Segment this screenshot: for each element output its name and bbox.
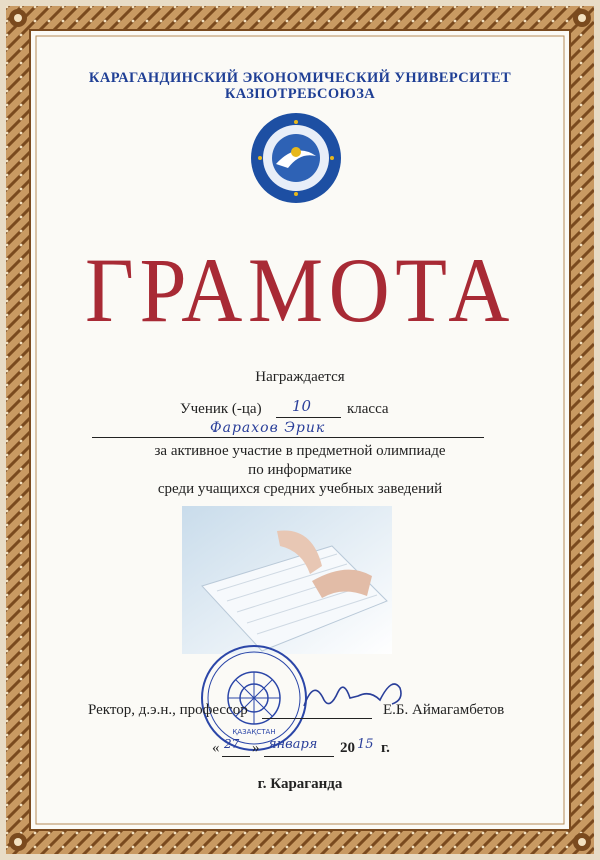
university-emblem-icon bbox=[250, 112, 342, 204]
university-name bbox=[0, 70, 600, 102]
name-underline bbox=[92, 437, 484, 438]
date-year-prefix: 20 bbox=[340, 740, 355, 756]
reason-line-3: среди учащихся средних учебных заведений bbox=[157, 481, 443, 497]
date-month: января bbox=[268, 737, 318, 752]
reason-line-2: по информатике bbox=[248, 462, 352, 478]
date-close-quote: » bbox=[252, 740, 260, 756]
class-label: класса bbox=[347, 401, 389, 417]
reason-line-1: за активное участие в предметной олимпиаде bbox=[154, 443, 446, 459]
keyboard-hands-photo bbox=[182, 506, 392, 654]
student-label: Ученик (-ца) bbox=[180, 401, 262, 417]
university-line-2: КАЗПОТРЕБСОЮЗА bbox=[224, 86, 376, 102]
date-year-handwritten: 15 bbox=[357, 737, 374, 752]
rector-title: Ректор, д.э.н., профессор bbox=[88, 702, 248, 718]
awarded-label: Награждается bbox=[255, 369, 345, 385]
signature-underline bbox=[262, 718, 372, 719]
stamp-bottom-text: ҚАЗАҚСТАН bbox=[232, 728, 276, 736]
award-reason bbox=[0, 442, 600, 499]
student-name: Фарахов Эрик bbox=[210, 420, 326, 436]
date-day: 27 bbox=[224, 737, 240, 751]
date-year-suffix: г. bbox=[381, 740, 390, 756]
city-name: г. Караганда bbox=[257, 776, 343, 792]
month-underline bbox=[264, 756, 334, 757]
university-line-1: КАРАГАНДИНСКИЙ ЭКОНОМИЧЕСКИЙ УНИВЕРСИТЕТ bbox=[88, 70, 512, 86]
grade-underline bbox=[276, 417, 341, 418]
grade-value: 10 bbox=[292, 397, 312, 415]
date-open-quote: « bbox=[212, 740, 220, 756]
certificate-title: ГРАМОТА bbox=[85, 239, 515, 341]
day-underline bbox=[222, 756, 250, 757]
rector-name: Е.Б. Аймагамбетов bbox=[383, 702, 505, 718]
